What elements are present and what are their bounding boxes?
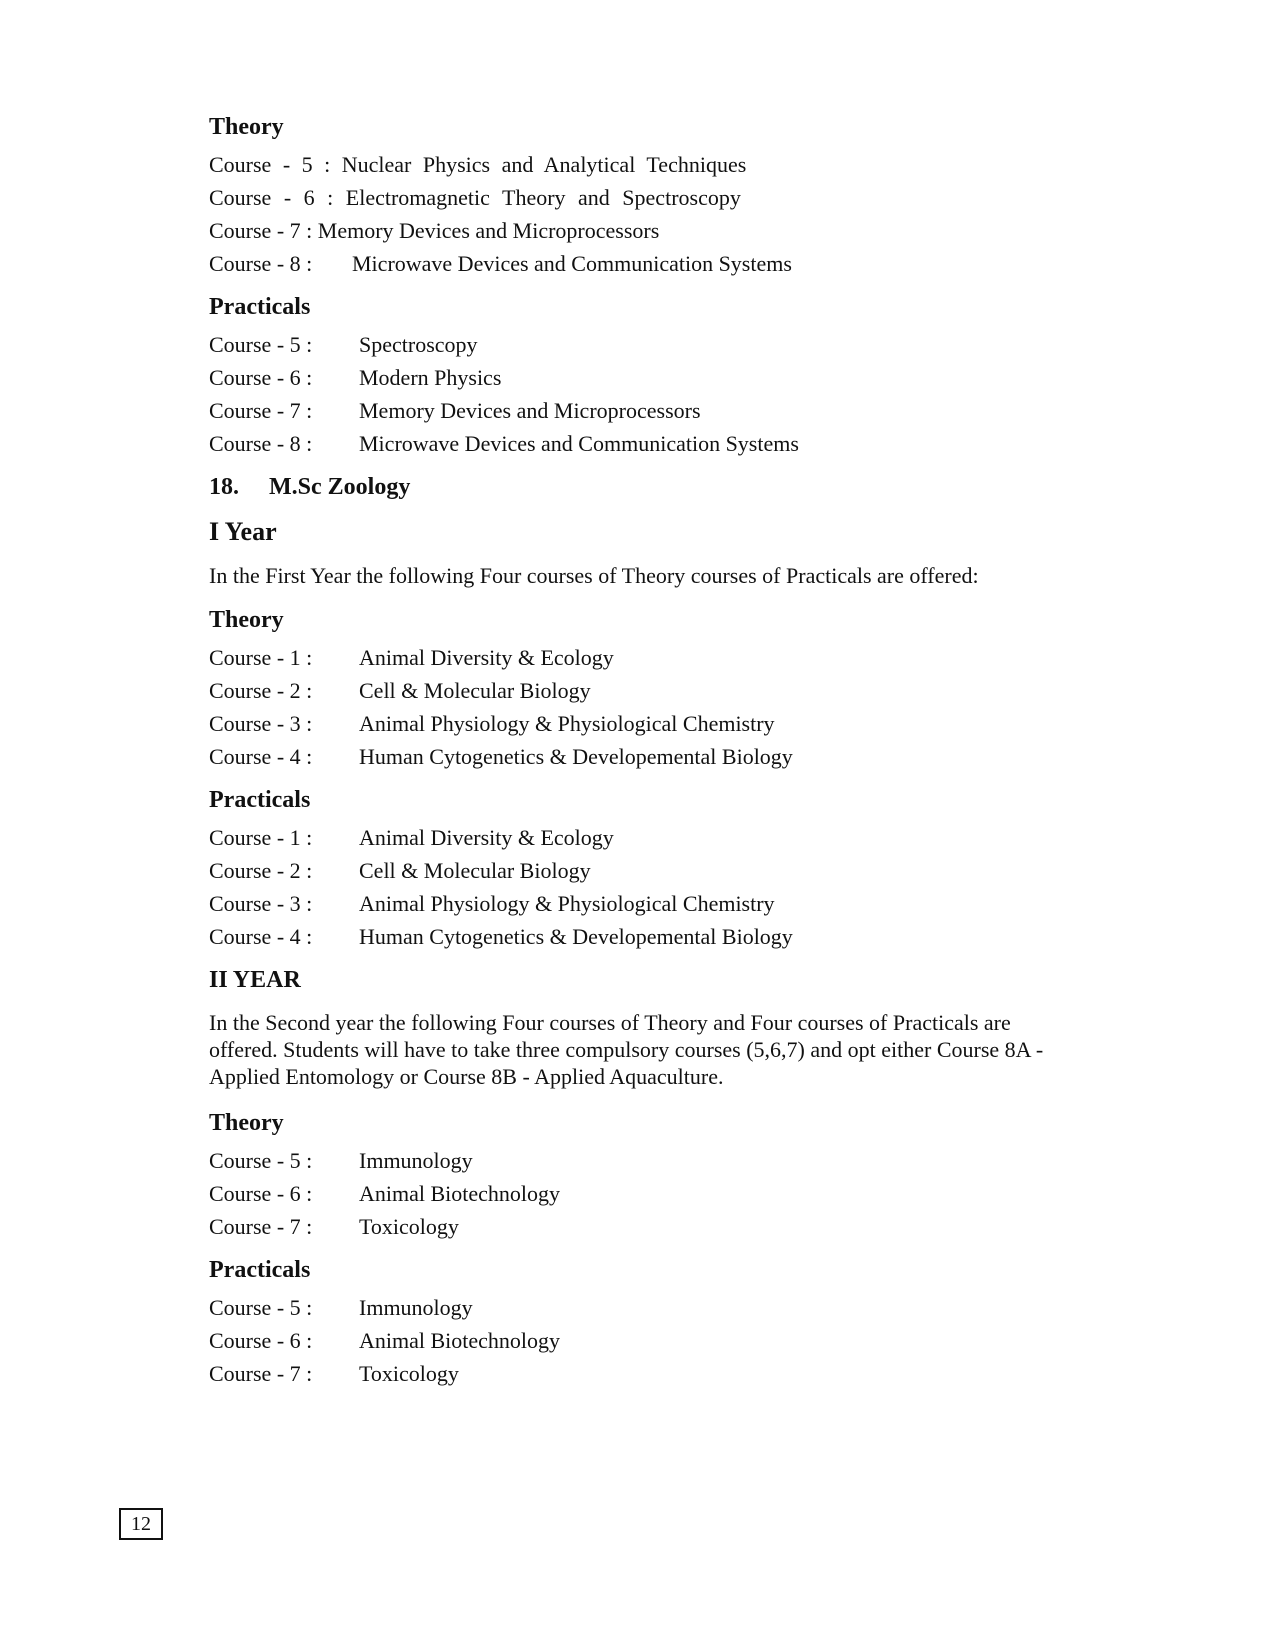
second-year-intro: In the Second year the following Four courses of Theory and Four courses of Practicals are offered. Students will have to take three compulsory courses (5,6,7) and opt either Course 8A - Applied Entomology or Course 8B - Applied Aquaculture. bbox=[209, 1010, 1044, 1089]
document-page bbox=[209, 112, 1079, 1390]
list-item bbox=[209, 887, 1079, 920]
course-title: Cell & Molecular Biology bbox=[359, 678, 591, 703]
course-title: Nuclear Physics and Analytical Techniques bbox=[341, 152, 747, 177]
second-year-practicals-list bbox=[209, 1291, 1079, 1390]
list-item bbox=[209, 427, 1079, 460]
course-code: Course - 6 : bbox=[209, 1328, 313, 1353]
course-title: Electromagnetic Theory and Spectroscopy bbox=[345, 185, 741, 210]
second-year-heading: II YEAR bbox=[209, 967, 301, 993]
course-title: Modern Physics bbox=[359, 365, 502, 390]
course-title: Toxicology bbox=[359, 1214, 459, 1239]
list-item bbox=[209, 674, 1079, 707]
course-code: Course - 2 : bbox=[209, 678, 313, 703]
course-title: Immunology bbox=[359, 1148, 473, 1173]
list-item bbox=[209, 821, 1079, 854]
course-title: Animal Physiology & Physiological Chemistry bbox=[359, 711, 775, 736]
list-item bbox=[209, 1291, 1079, 1324]
course-code: Course - 4 : bbox=[209, 744, 313, 769]
course-title: Spectroscopy bbox=[359, 332, 478, 357]
course-title: Human Cytogenetics & Developemental Biology bbox=[359, 744, 793, 769]
course-code: Course - 7 : bbox=[209, 1214, 313, 1239]
physics-theory-list bbox=[209, 148, 1079, 280]
course-code: Course - 8 : bbox=[209, 251, 313, 276]
course-title: Animal Biotechnology bbox=[359, 1181, 561, 1206]
course-code: Course - 1 : bbox=[209, 645, 313, 670]
first-year-practicals-list bbox=[209, 821, 1079, 953]
first-year-intro: In the First Year the following Four courses of Theory courses of Practicals are offered: bbox=[209, 563, 979, 588]
second-year-practicals-heading: Practicals bbox=[209, 1257, 311, 1283]
course-title: Cell & Molecular Biology bbox=[359, 858, 591, 883]
list-item bbox=[209, 920, 1079, 953]
list-item bbox=[209, 1357, 1079, 1390]
list-item bbox=[209, 1210, 1079, 1243]
course-title: Animal Diversity & Ecology bbox=[359, 645, 614, 670]
list-item bbox=[209, 641, 1079, 674]
course-title: Microwave Devices and Communication Systems bbox=[359, 431, 799, 456]
list-item bbox=[209, 1144, 1079, 1177]
course-title: Human Cytogenetics & Developemental Biology bbox=[359, 924, 793, 949]
course-title: Animal Biotechnology bbox=[359, 1328, 561, 1353]
course-code: Course - 5 : bbox=[209, 1295, 313, 1320]
second-year-theory-list bbox=[209, 1144, 1079, 1243]
section-title bbox=[209, 472, 1079, 502]
course-title: Toxicology bbox=[359, 1361, 459, 1386]
first-year-theory-heading: Theory bbox=[209, 607, 284, 633]
list-item bbox=[209, 247, 1079, 280]
list-item bbox=[209, 361, 1079, 394]
course-code: Course - 7 : bbox=[209, 398, 313, 423]
course-code: Course - 7 : bbox=[209, 218, 313, 243]
list-item bbox=[209, 394, 1079, 427]
course-code: Course - 3 : bbox=[209, 891, 313, 916]
course-code: Course - 4 : bbox=[209, 924, 313, 949]
second-year-theory-heading: Theory bbox=[209, 1110, 284, 1136]
first-year-theory-list bbox=[209, 641, 1079, 773]
course-code: Course - 7 : bbox=[209, 1361, 313, 1386]
section-name: M.Sc Zoology bbox=[269, 474, 411, 500]
list-item bbox=[209, 740, 1079, 773]
course-code: Course - 3 : bbox=[209, 711, 313, 736]
physics-theory-heading: Theory bbox=[209, 114, 284, 140]
page-number-box bbox=[119, 1508, 163, 1540]
list-item bbox=[209, 214, 1079, 247]
course-code: Course - 2 : bbox=[209, 858, 313, 883]
list-item bbox=[209, 181, 1079, 214]
course-title: Memory Devices and Microprocessors bbox=[317, 218, 660, 243]
course-title: Microwave Devices and Communication Systems bbox=[352, 251, 792, 276]
list-item bbox=[209, 1324, 1079, 1357]
first-year-practicals-heading: Practicals bbox=[209, 787, 311, 813]
list-item bbox=[209, 328, 1079, 361]
course-code: Course - 6 : bbox=[209, 1181, 313, 1206]
course-code: Course - 6 : bbox=[209, 365, 313, 390]
physics-practicals-heading: Practicals bbox=[209, 294, 311, 320]
course-code: Course - 5 : bbox=[209, 332, 313, 357]
physics-practicals-list bbox=[209, 328, 1079, 460]
list-item bbox=[209, 707, 1079, 740]
course-code: Course - 5 : bbox=[209, 1148, 313, 1173]
course-code: Course - 5 : bbox=[209, 152, 331, 177]
list-item bbox=[209, 148, 1079, 181]
course-code: Course - 6 : bbox=[209, 185, 334, 210]
course-code: Course - 1 : bbox=[209, 825, 313, 850]
course-code: Course - 8 : bbox=[209, 431, 313, 456]
list-item bbox=[209, 854, 1079, 887]
course-title: Memory Devices and Microprocessors bbox=[359, 398, 701, 423]
section-number: 18. bbox=[209, 474, 239, 500]
course-title: Immunology bbox=[359, 1295, 473, 1320]
first-year-heading: I Year bbox=[209, 517, 277, 546]
course-title: Animal Physiology & Physiological Chemistry bbox=[359, 891, 775, 916]
list-item bbox=[209, 1177, 1079, 1210]
page-number: 12 bbox=[131, 1513, 151, 1535]
course-title: Animal Diversity & Ecology bbox=[359, 825, 614, 850]
